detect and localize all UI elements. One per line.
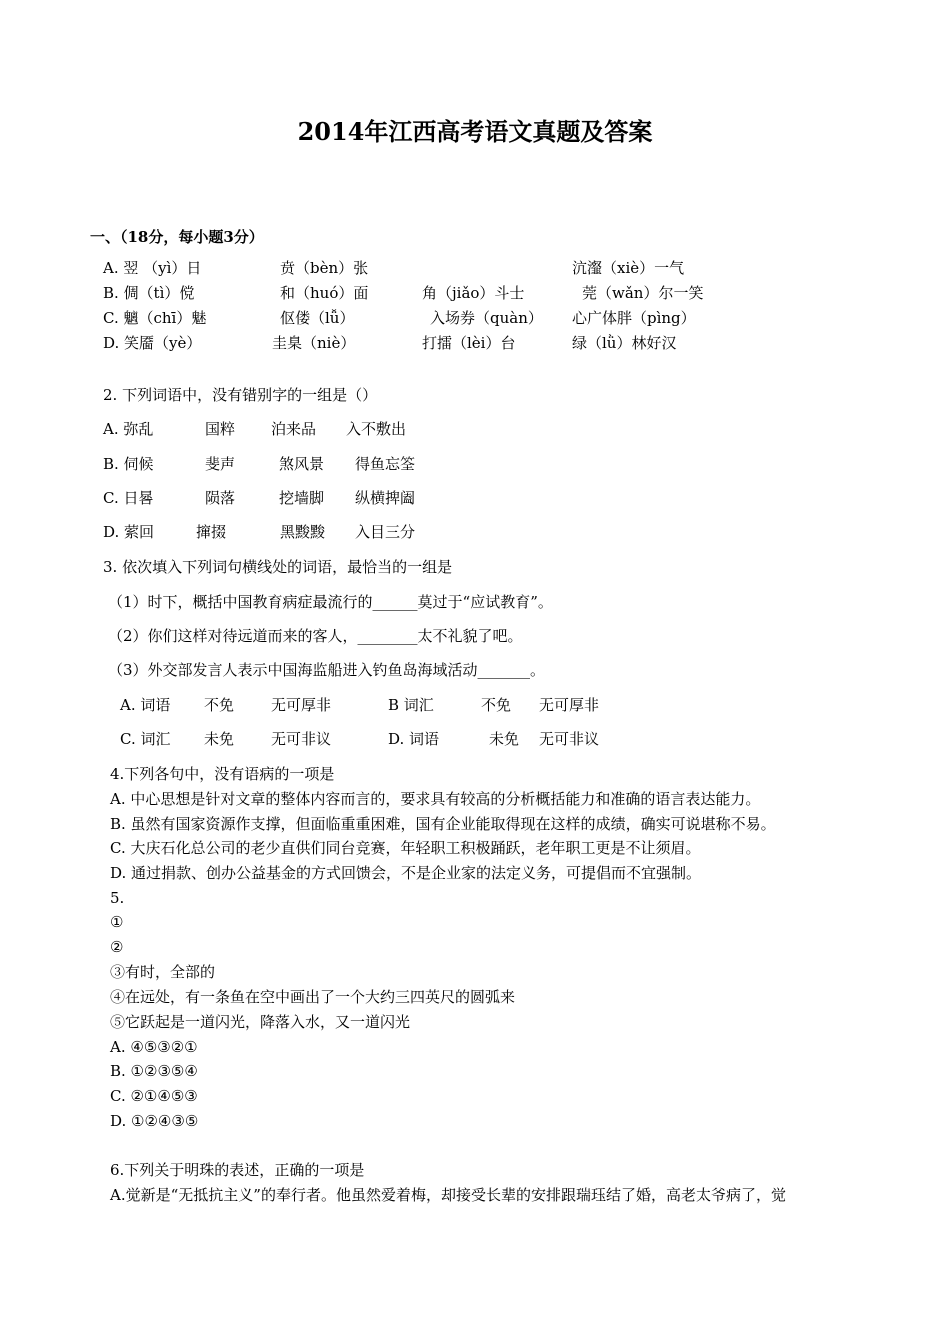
q2-c-1: C. 日晷	[103, 489, 154, 507]
q5-sentence-1: ①	[110, 913, 124, 931]
q3-a-3: 无可厚非	[271, 696, 332, 714]
q2-d-4: 入目三分	[355, 523, 416, 541]
q2-a-4: 入不敷出	[346, 420, 407, 438]
q3-line-1: （1）时下，概括中国教育病症最流行的______莫过于“应试教育”。	[108, 593, 553, 611]
q6-option-a: A.觉新是“无抵抗主义”的奉行者。他虽然爱着梅，却接受长辈的安排跟瑞珏结了婚，高老太爷病了，觉	[110, 1186, 786, 1204]
q3-a-1: A. 词语	[120, 696, 171, 714]
q4-option-a: A. 中心思想是针对文章的整体内容而言的，要求具有较高的分析概括能力和准确的语言表达能力。	[110, 790, 761, 808]
q5-sentence-3: ③有时，全部的	[110, 963, 216, 981]
q2-c-3: 挖墙脚	[279, 489, 325, 507]
q3-a-2: 不免	[204, 696, 235, 714]
q3-b-3: 无可厚非	[539, 696, 600, 714]
q3-d-2: 未免	[489, 730, 520, 748]
q2-d-2: 撺掇	[196, 523, 227, 541]
q2-b-4: 得鱼忘筌	[355, 455, 416, 473]
page-title: 2014年江西高考语文真题及答案	[297, 117, 653, 146]
q4-option-c: C. 大庆石化总公司的老少直供们同台竞赛，年轻职工积极踊跃，老年职工更是不让须眉。	[110, 839, 701, 857]
q1-d-2: 圭臬（niè）	[272, 334, 356, 352]
q5-option-c: C. ②①④⑤③	[110, 1087, 198, 1105]
q5-sentence-5: ⑤它跃起是一道闪光，降落入水，又一道闪光	[110, 1013, 411, 1031]
q1-a-1: A. 翌 （yì）日	[103, 259, 202, 277]
q1-a-4: 沆瀣（xiè）一气	[572, 259, 685, 277]
q2-stem: 2. 下列词语中，没有错别字的一组是（）	[103, 386, 378, 404]
q5-number: 5.	[110, 889, 125, 907]
q3-d-3: 无可非议	[539, 730, 600, 748]
q1-a-2: 贲（bèn）张	[280, 259, 369, 277]
q2-a-3: 泊来品	[271, 420, 317, 438]
q2-d-1: D. 萦回	[103, 523, 155, 541]
q2-a-1: A. 弥乱	[103, 420, 154, 438]
q5-sentence-2: ②	[110, 938, 124, 956]
q4-option-b: B. 虽然有国家资源作支撑，但面临重重困难，国有企业能取得现在这样的成绩，确实可说堪称不易。	[110, 815, 776, 833]
q1-c-1: C. 魑（chī）魅	[103, 309, 207, 327]
q3-line-3: （3）外交部发言人表示中国海监船进入钓鱼岛海域活动_______。	[108, 661, 546, 679]
q3-d-1: D. 词语	[388, 730, 440, 748]
q2-d-3: 黑黢黢	[280, 523, 326, 541]
q4-option-d: D. 通过捐款、创办公益基金的方式回馈会，不是企业家的法定义务，可提倡而不宜强制。	[110, 864, 702, 882]
q5-option-d: D. ①②④③⑤	[110, 1112, 199, 1130]
q1-b-2: 和（huó）面	[280, 284, 369, 302]
q1-c-2: 伛偻（lǚ）	[280, 309, 355, 327]
q1-b-3: 角（jiǎo）斗士	[422, 284, 525, 302]
q3-b-2: 不免	[481, 696, 512, 714]
q3-line-2: （2）你们这样对待远道而来的客人，________太不礼貌了吧。	[108, 627, 523, 645]
q3-stem: 3. 依次填入下列词句横线处的词语，最恰当的一组是	[103, 558, 453, 576]
q4-stem: 4.下列各句中，没有语病的一项是	[110, 765, 335, 783]
section-heading: 一、（18分，每小题3分）	[90, 228, 264, 246]
q2-b-3: 煞风景	[279, 455, 325, 473]
q3-c-3: 无可非议	[271, 730, 332, 748]
q1-b-1: B. 倜（tì）傥	[103, 284, 195, 302]
q2-b-1: B. 伺候	[103, 455, 154, 473]
q1-row-a	[103, 258, 201, 278]
q2-b-2: 斐声	[205, 455, 236, 473]
q5-option-b: B. ①②③⑤④	[110, 1062, 198, 1080]
q3-b-1: B 词汇	[388, 696, 434, 714]
q3-c-2: 未免	[204, 730, 235, 748]
q3-c-1: C. 词汇	[120, 730, 171, 748]
q2-c-2: 陨落	[205, 489, 236, 507]
q1-d-4: 绿（lǜ）林好汉	[572, 334, 677, 352]
q1-b-4: 莞（wǎn）尔一笑	[582, 284, 704, 302]
q1-d-3: 打擂（lèi）台	[422, 334, 516, 352]
q2-a-2: 国粹	[205, 420, 236, 438]
q1-c-3: 入场券（quàn）	[430, 309, 543, 327]
q1-c-4: 心广体胖（pìng）	[572, 309, 696, 327]
q2-c-4: 纵横捭阖	[355, 489, 416, 507]
q6-stem: 6.下列关于明珠的表述，正确的一项是	[110, 1161, 365, 1179]
q5-option-a: A. ④⑤③②①	[110, 1038, 198, 1056]
q5-sentence-4: ④在远处，有一条鱼在空中画出了一个大约三四英尺的圆弧来	[110, 988, 516, 1006]
q1-d-1: D. 笑靥（yè）	[103, 334, 202, 352]
